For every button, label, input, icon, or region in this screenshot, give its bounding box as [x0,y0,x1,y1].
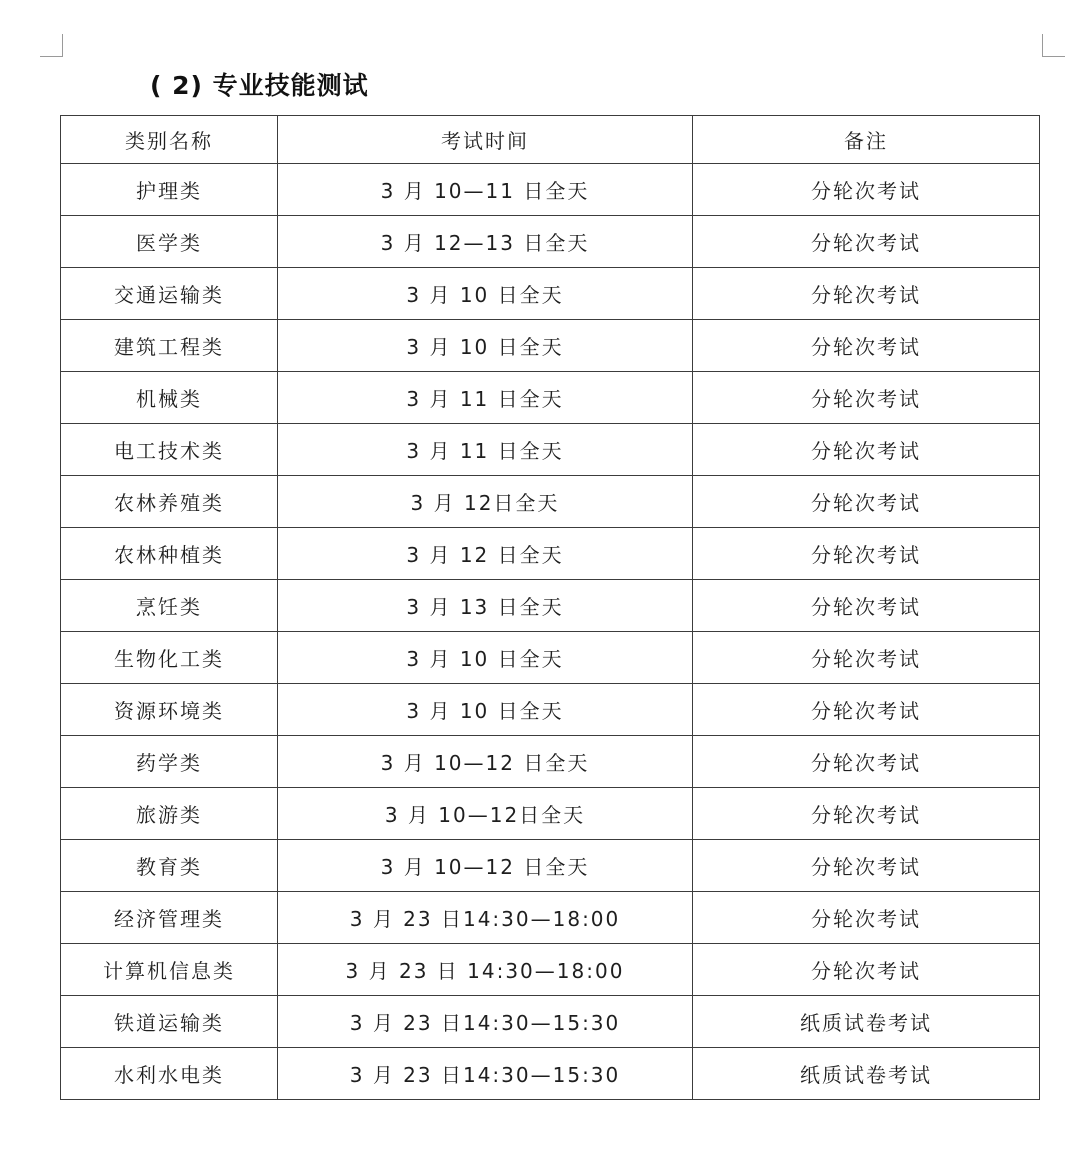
cell-exam-time: 3 月 12日全天 [278,476,693,528]
cell-exam-time: 3 月 12 日全天 [278,528,693,580]
cell-category: 资源环境类 [61,684,278,736]
header-remarks: 备注 [693,116,1040,164]
table-row [61,424,1040,476]
cell-remarks: 分轮次考试 [693,892,1040,944]
table-row [61,320,1040,372]
cell-exam-time: 3 月 10 日全天 [278,320,693,372]
cell-remarks: 纸质试卷考试 [693,996,1040,1048]
cell-category: 教育类 [61,840,278,892]
cell-remarks: 分轮次考试 [693,268,1040,320]
cell-remarks: 分轮次考试 [693,216,1040,268]
cell-remarks: 分轮次考试 [693,528,1040,580]
header-category: 类别名称 [61,116,278,164]
cell-remarks: 分轮次考试 [693,684,1040,736]
cell-remarks: 分轮次考试 [693,320,1040,372]
cell-category: 建筑工程类 [61,320,278,372]
cell-category: 医学类 [61,216,278,268]
cell-exam-time: 3 月 10—12 日全天 [278,840,693,892]
table-header-row [61,116,1040,164]
cell-category: 水利水电类 [61,1048,278,1100]
cell-category: 农林种植类 [61,528,278,580]
cell-category: 铁道运输类 [61,996,278,1048]
cell-category: 生物化工类 [61,632,278,684]
section-title: ( 2) 专业技能测试 [150,71,369,100]
cell-exam-time: 3 月 23 日14:30—15:30 [278,1048,693,1100]
cell-category: 护理类 [61,164,278,216]
table-row [61,580,1040,632]
cell-remarks: 分轮次考试 [693,944,1040,996]
cell-remarks: 分轮次考试 [693,164,1040,216]
cell-exam-time: 3 月 11 日全天 [278,424,693,476]
cell-remarks: 分轮次考试 [693,788,1040,840]
table-row [61,164,1040,216]
cell-category: 计算机信息类 [61,944,278,996]
header-exam-time: 考试时间 [278,116,693,164]
table-row [61,996,1040,1048]
cell-exam-time: 3 月 23 日 14:30—18:00 [278,944,693,996]
cell-category: 机械类 [61,372,278,424]
cell-exam-time: 3 月 11 日全天 [278,372,693,424]
cell-exam-time: 3 月 10—11 日全天 [278,164,693,216]
cell-exam-time: 3 月 23 日14:30—15:30 [278,996,693,1048]
table-body [61,164,1040,1100]
table-row [61,528,1040,580]
cell-category: 交通运输类 [61,268,278,320]
cell-category: 旅游类 [61,788,278,840]
table-row [61,632,1040,684]
page-corner-mark-left [40,34,63,57]
table-row [61,788,1040,840]
cell-remarks: 分轮次考试 [693,736,1040,788]
cell-remarks: 纸质试卷考试 [693,1048,1040,1100]
cell-category: 烹饪类 [61,580,278,632]
cell-exam-time: 3 月 10 日全天 [278,632,693,684]
table-row [61,944,1040,996]
table-row [61,216,1040,268]
cell-exam-time: 3 月 10—12日全天 [278,788,693,840]
cell-exam-time: 3 月 13 日全天 [278,580,693,632]
cell-category: 药学类 [61,736,278,788]
cell-remarks: 分轮次考试 [693,372,1040,424]
cell-remarks: 分轮次考试 [693,580,1040,632]
cell-exam-time: 3 月 10 日全天 [278,268,693,320]
cell-remarks: 分轮次考试 [693,476,1040,528]
cell-remarks: 分轮次考试 [693,840,1040,892]
cell-remarks: 分轮次考试 [693,632,1040,684]
cell-remarks: 分轮次考试 [693,424,1040,476]
cell-category: 农林养殖类 [61,476,278,528]
cell-exam-time: 3 月 23 日14:30—18:00 [278,892,693,944]
table-row [61,268,1040,320]
cell-exam-time: 3 月 10—12 日全天 [278,736,693,788]
table-row [61,892,1040,944]
cell-exam-time: 3 月 12—13 日全天 [278,216,693,268]
table-row [61,372,1040,424]
cell-category: 电工技术类 [61,424,278,476]
exam-schedule-table [60,115,1040,1100]
table-row [61,684,1040,736]
cell-category: 经济管理类 [61,892,278,944]
table-row [61,736,1040,788]
cell-exam-time: 3 月 10 日全天 [278,684,693,736]
page-corner-mark-right [1042,34,1065,57]
table-row [61,476,1040,528]
table-row [61,840,1040,892]
table-row [61,1048,1040,1100]
